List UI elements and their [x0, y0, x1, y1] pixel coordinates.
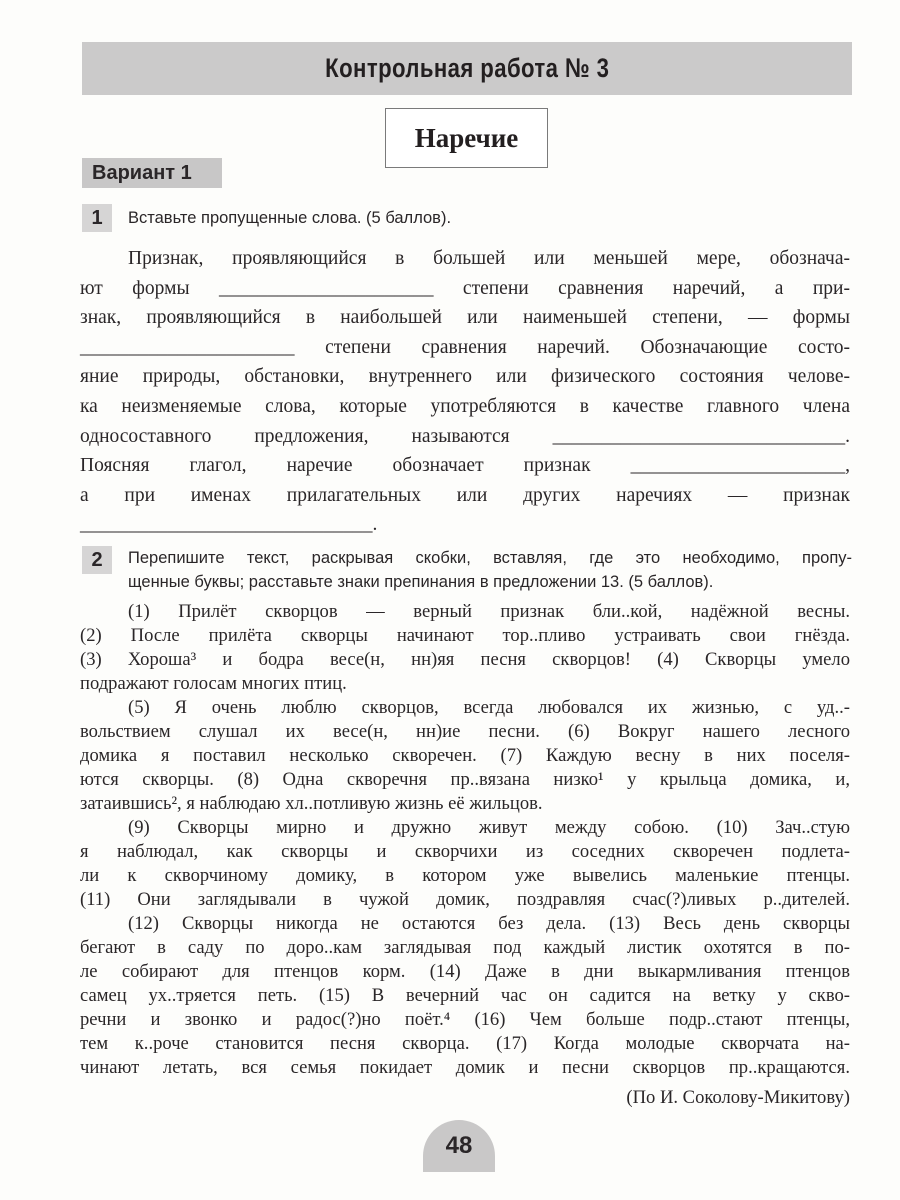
text-line: (2) После прилёта скворцы начинают тор..пливо устраивать свои гнёзда. [80, 625, 850, 646]
task-1-text [80, 244, 850, 540]
text-line: самец ух..тряется петь. (15) В вечерний час он садится на ветку у скво- [80, 985, 850, 1006]
text-line: вольствием слушал их весе(н, нн)ие песни. (6) Вокруг нашего лесного [80, 721, 850, 742]
task-1-number: 1 [82, 204, 112, 232]
text-line: ка неизменяемые слова, которые употребляются в качестве главного члена [80, 395, 850, 417]
task-1-instruction [128, 206, 852, 230]
instruction-line: Перепишите текст, раскрывая скобки, вставляя, где это необходимо, пропу- [128, 549, 852, 567]
text-line: (3) Хороша³ и бодра весе(н, нн)яя песня скворцов! (4) Скворцы умело [80, 649, 850, 670]
instruction-line: щенные буквы; расставьте знаки препинания в предложении 13. (5 баллов). [128, 573, 714, 591]
task-2-text [80, 600, 850, 1110]
text-line: (12) Скворцы никогда не остаются без дела. (13) Весь день скворцы [128, 913, 850, 934]
text-line: речни и звонко и радос(?)но поёт.⁴ (16) Чем больше подр..стают птенцы, [80, 1009, 850, 1030]
text-line: а при именах прилагательных или других наречиях — признак [80, 484, 850, 506]
text-line: затаившись², я наблюдаю хл..потливую жизнь её жильцов. [80, 793, 543, 814]
text-line: односоставного предложения, называются ______________________________. [80, 425, 850, 447]
text-line: ли к скворчиному домику, в котором уже вывелись маленькие птенцы. [80, 865, 850, 886]
variant-badge [82, 158, 222, 188]
text-line: ле собирают для птенцов корм. (14) Даже в дни выкармливания птенцов [80, 961, 850, 982]
text-line: чинают летать, вся семья покидает домик и песни скворцов пр..кращаются. [80, 1057, 850, 1078]
text-line: Признак, проявляющийся в большей или меньшей мере, обознача- [128, 248, 850, 269]
text-line: (11) Они заглядывали в чужой домик, поздравляя счас(?)ливых р..дителей. [80, 889, 850, 910]
text-line: ______________________ степени сравнения наречий. Обозначающие состо- [80, 336, 850, 358]
text-line: ют формы ______________________ степени сравнения наречий, а при- [80, 277, 850, 299]
topic-box [385, 108, 548, 168]
text-line: тем к..роче становится песня скворца. (17) Когда молодые скворчата на- [80, 1033, 850, 1054]
variant-label: Вариант 1 [92, 161, 192, 184]
text-line: (5) Я очень люблю скворцов, всегда любовался их жизнью, с уд..- [128, 697, 850, 718]
text-line: (9) Скворцы мирно и дружно живут между собою. (10) Зач..стую [128, 817, 850, 838]
text-line: ______________________________. [80, 514, 378, 536]
instruction-line: Вставьте пропущенные слова. (5 баллов). [128, 209, 452, 227]
text-line: подражают голосам многих птиц. [80, 673, 347, 694]
page-number-tab [423, 1120, 495, 1172]
text-line: домика я поставил несколько скворечен. (7) Каждую весну в них поселя- [80, 745, 850, 766]
text-line: яние природы, обстановки, внутреннего или физического состояния челове- [80, 366, 850, 388]
text-line: знак, проявляющийся в наибольшей или наименьшей степени, — формы [80, 307, 850, 329]
page-title: Контрольная работа № 3 [324, 53, 610, 83]
topic-title: Наречие [414, 122, 519, 153]
text-line: (1) Прилёт скворцов — верный признак бли..кой, надёжной весны. [128, 601, 850, 622]
text-source: (По И. Соколову-Микитову) [626, 1087, 850, 1108]
task-2-instruction [128, 546, 852, 594]
text-line: ются скворцы. (8) Одна скворечня пр..вязана низко¹ у крыльца домика, и, [80, 769, 850, 790]
header-bar [82, 42, 852, 95]
page-number: 48 [445, 1132, 473, 1159]
text-line: бегают в саду по доро..кам заглядывая под каждый листик охотятся в по- [80, 937, 850, 958]
text-line: Поясняя глагол, наречие обозначает признак ______________________, [80, 455, 850, 477]
task-2-number: 2 [82, 546, 112, 574]
text-line: я наблюдал, как скворцы и скворчихи из соседних скворечен подлета- [80, 841, 850, 862]
